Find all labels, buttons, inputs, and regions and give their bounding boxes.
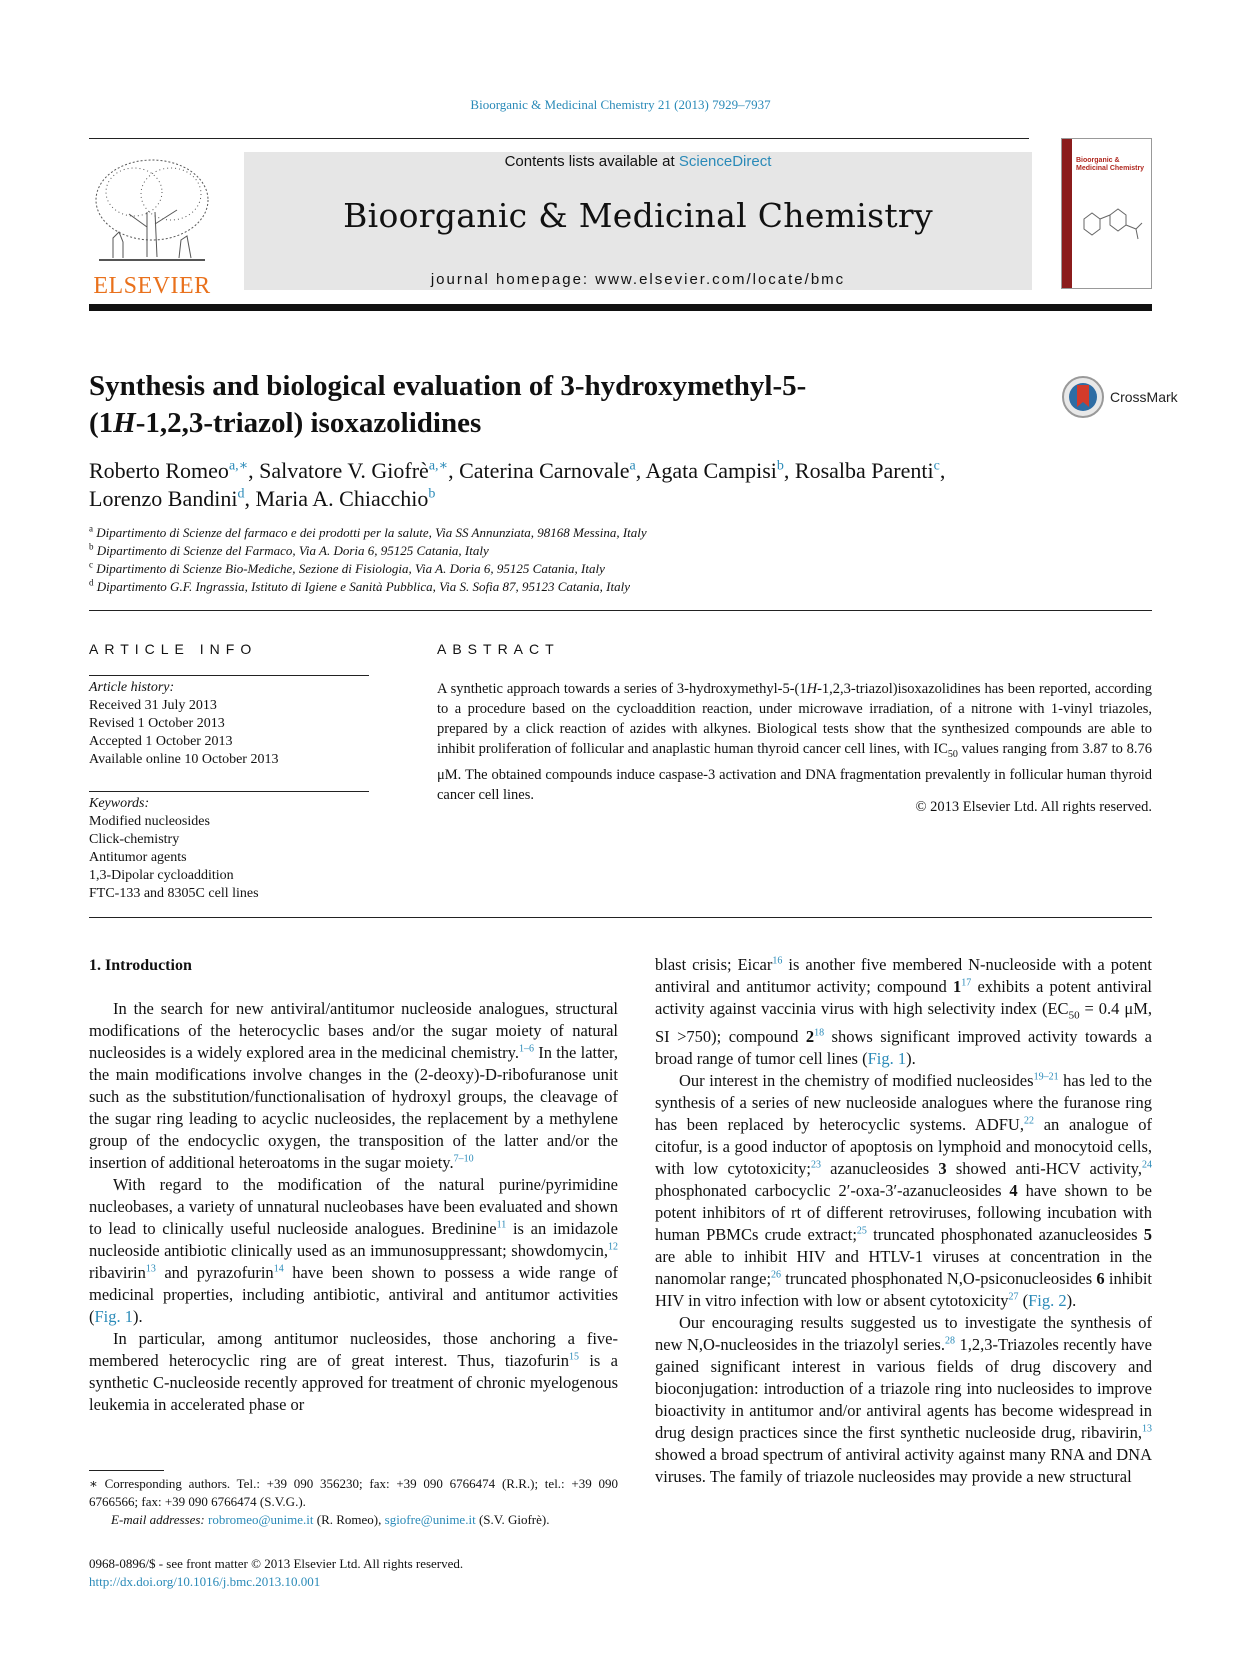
author[interactable]: Lorenzo Bandini$^d$ [89, 486, 245, 511]
reference-link[interactable]: 22 [1023, 1115, 1034, 1127]
history-label: Article history: [89, 680, 175, 695]
affiliation: $^b$ Dipartimento di Scienze del Farmaco, Via A. Doria 6, 95125 Catania, Italy [89, 541, 489, 558]
journal-cover[interactable] [1061, 138, 1152, 289]
section-rule [89, 610, 1152, 611]
cover-molecule-icon [1076, 199, 1148, 243]
paragraph: Our interest in the chemistry of modified nucleosides$^{19-21}$ has led to the synthesis of a series of new nucleoside analogues where the furanose ring has been replaced by heterocyclic systems. ADFU,$^{22}$ an analogue of citofur, is a good inductor of apoptosis on lymphoid and monocytoid cells, with low cytotoxicity;$^{23}$ azanucleosides 3 showed anti-HCV activity,$^{24}$ phosphonated carbocyclic 2′-oxa-3′-azanucleosides 4 have shown to be potent inhibitors of rt of different retroviruses, following incubation with human PBMCs crude extract;$^{25}$ truncated phosphonated azanucleosides 5 are able to inhibit HIV and HTLV-1 viruses at concentration in the nanomolar range;$^{26}$ truncated phosphonated N,O-psiconucleosides 6 inhibit HIV in vitro infection with low or absent cytotoxicity$^{27}$ (Fig. 2). [655, 1071, 1152, 1311]
affiliation-list [89, 524, 989, 596]
sciencedirect-link[interactable]: ScienceDirect [678, 153, 772, 170]
author-list: Roberto Romeo$^{a,∗}$, Salvatore V. Giofrè$^{a,∗}$, Caterina Carnovale$^a$, Agata Campisi$^b$, Rosalba Parenti$^c$, Lorenzo Bandini$^d$, Maria A. Chiacchio$^b$ [89, 458, 946, 511]
abstract-copyright: © 2013 Elsevier Ltd. All rights reserved. [915, 799, 1152, 815]
reference-link[interactable]: 24 [1142, 1159, 1152, 1171]
reference-link[interactable]: 28 [944, 1335, 955, 1347]
reference-link[interactable]: 18 [814, 1027, 825, 1039]
reference-link[interactable]: 15 [568, 1351, 579, 1363]
issn-line: 0968-0896/$ - see front matter © 2013 Elsevier Ltd. All rights reserved. [89, 1556, 464, 1571]
reference-link[interactable]: 19–21 [1033, 1071, 1059, 1083]
keyword: 1,3-Dipolar cycloaddition [89, 868, 234, 883]
keyword: FTC-133 and 8305C cell lines [89, 886, 259, 901]
paragraph: blast crisis; Eicar$^{16}$ is another five membered N-nucleoside with a potent antiviral and antitumor activity; compound $1^{17}$ exhibits a potent antiviral activity against vaccinia virus with high selectivity index ($EC_{50} = 0.4$ μM, SI >750); compound $2^{18}$ shows significant improved activity towards a broad range of tumor cell lines (Fig. 1). [655, 955, 1153, 1069]
author[interactable]: Roberto Romeo$^{a,∗}$ [89, 458, 249, 483]
email-link[interactable]: robromeo@unime.it [208, 1512, 314, 1527]
issn-block [89, 1555, 689, 1591]
author[interactable]: Agata Campisi$^b$ [645, 458, 784, 483]
crossmark-icon[interactable] [1061, 375, 1105, 419]
title-line-1: Synthesis and biological evaluation of 3-hydroxymethyl-5- [89, 370, 807, 402]
reference-link[interactable]: 13 [145, 1263, 156, 1275]
reference-link[interactable]: 11 [496, 1219, 507, 1231]
title-line-2: (1H-1,2,3-triazol) isoxazolidines [89, 407, 482, 439]
header-thick-rule [89, 304, 1152, 311]
body-column-left [89, 998, 618, 1416]
figure-link[interactable]: Fig. 2 [1028, 1291, 1067, 1311]
author[interactable]: Rosalba Parenti$^c$ [794, 458, 940, 483]
history-item: Available online 10 October 2013 [89, 752, 279, 767]
body-column-right [655, 954, 1152, 1488]
reference-link[interactable]: 14 [273, 1263, 284, 1275]
contents-prefix: Contents lists available at [504, 153, 675, 170]
elsevier-wordmark: ELSEVIER [93, 273, 211, 299]
reference-link[interactable]: 16 [772, 955, 783, 967]
figure-link[interactable]: Fig. 1 [94, 1307, 134, 1326]
journal-homepage[interactable]: journal homepage: www.elsevier.com/locate/bmc [430, 271, 846, 288]
keyword: Modified nucleosides [89, 814, 210, 829]
article-history [89, 679, 369, 769]
doi-link[interactable]: http://dx.doi.org/10.1016/j.bmc.2013.10.001 [89, 1574, 321, 1589]
author[interactable]: Salvatore V. Giofrè$^{a,∗}$ [259, 458, 449, 483]
affiliation: $^d$ Dipartimento G.F. Ingrassia, Istituto di Igiene e Sanità Pubblica, Via S. Sofia 87, 95123 Catania, Italy [89, 577, 630, 594]
cover-title: Bioorganic & Medicinal Chemistry [1076, 157, 1145, 172]
reference-link[interactable]: 27 [1008, 1291, 1019, 1303]
header-rule [89, 138, 1029, 139]
affiliation: $^a$ Dipartimento di Scienze del farmaco e dei prodotti per la salute, Via SS Annunziata, 98168 Messina, Italy [89, 523, 647, 540]
crossmark-label[interactable]: CrossMark [1110, 389, 1178, 405]
section-heading: 1. Introduction [89, 957, 192, 974]
cover-band [1062, 139, 1072, 288]
body-rule [89, 917, 1152, 918]
elsevier-logo [89, 152, 215, 299]
history-item: Accepted 1 October 2013 [89, 734, 233, 749]
keyword-list [89, 795, 369, 903]
article-info-heading: ARTICLE INFO [89, 641, 258, 657]
figure-link[interactable]: Fig. 1 [867, 1049, 907, 1069]
affiliation: $^c$ Dipartimento di Scienze Bio-Mediche, Sezione di Fisiologia, Via A. Doria 6, 95125 Catania, Italy [89, 559, 605, 576]
article-info-rule [89, 675, 369, 676]
paragraph: Our encouraging results suggested us to investigate the synthesis of new N,O-nucleosides in the triazolyl series.$^{28}$ 1,2,3-Triazoles recently have gained significant interest in various fields of drug discovery and bioconjugation: introduction of a triazole ring into nucleosides to improve bioactivity in antitumor and/or antiviral agents has become widespread in drug design practices since the first synthetic nucleoside drug, ribavirin,$^{13}$ showed a broad spectrum of antiviral activity against many RNA and DNA viruses. The family of triazole nucleosides may provide a new structural [655, 1313, 1152, 1487]
author[interactable]: Caterina Carnovale$^a$ [459, 458, 636, 483]
reference-link[interactable]: 12 [608, 1241, 618, 1253]
history-item: Revised 1 October 2013 [89, 716, 225, 731]
tree-logo-icon [89, 152, 215, 270]
keywords-label: Keywords: [89, 796, 150, 811]
keyword: Antitumor agents [89, 850, 187, 865]
journal-title: Bioorganic & Medicinal Chemistry [343, 196, 933, 235]
reference-link[interactable]: 23 [810, 1159, 821, 1171]
reference-link[interactable]: 26 [771, 1269, 782, 1281]
abstract-heading: ABSTRACT [437, 641, 560, 657]
footnote-rule [89, 1470, 164, 1471]
corresponding-footnote [89, 1475, 618, 1529]
reference-link[interactable]: 7–10 [453, 1153, 474, 1165]
paragraph: In the search for new antiviral/antitumor nucleoside analogues, structural modifications of the heterocyclic bases and/or the sugar moiety of natural nucleosides is a widely explored area in the medicinal chemistry.$^{1-6}$ In the latter, the main modifications involve changes in the (2-deoxy)-D-ribofuranose unit such as the substitution/functionalisation of hydroxyl groups, the cleavage of the sugar ring leading to acyclic nucleosides, the replacement by a methylene group of the endocyclic oxygen, the transposition of the latter and/or the insertion of additional heteroatoms in the sugar moiety.$^{7-10}$ [89, 999, 619, 1172]
author[interactable]: Maria A. Chiacchio$^b$ [255, 486, 436, 511]
keyword: Click-chemistry [89, 832, 180, 847]
email-link[interactable]: sgiofre@unime.it [384, 1512, 476, 1527]
reference-link[interactable]: 25 [856, 1225, 867, 1237]
paragraph: With regard to the modification of the natural purine/pyrimidine nucleobases, a variety of unnatural nucleobases have been evaluated and shown to lead to clinically useful nucleoside analogues. Bredinine$^{11}$ is an imidazole nucleoside antibiotic clinically used as an immunosuppressant; showdomycin,$^{12}$ ribavirin$^{13}$ and pyrazofurin$^{14}$ have been shown to possess a wide range of medicinal properties, including antibiotic, antiviral and antitumor activities (Fig. 1). [89, 1175, 619, 1326]
abstract-text: A synthetic approach towards a series of 3-hydroxymethyl-5-(1H-1,2,3-triazol)isoxazolidines has been reported, according to a procedure based on the cycloaddition reaction, under microwave irradiation, of a nitrone with 1-vinyl triazoles, prepared by a click reaction of azides with alkynes. Biological tests show that the synthesized compounds are able to inhibit proliferation of follicular and anaplastic human thyroid cancer cell lines, with $IC_{50}$ values ranging from 3.87 to 8.76 μM. The obtained compounds induce caspase-3 activation and DNA fragmentation prevalently in follicular human thyroid cancer cell lines. [437, 681, 1152, 803]
contents-line [244, 153, 1032, 170]
corresponding-note: ∗ Corresponding authors. Tel.: +39 090 356230; fax: +39 090 6766474 (R.R.); tel.: +39 090 6766566; fax: +39 090 6766474 (S.V.G.). [89, 1476, 618, 1509]
journal-citation[interactable]: Bioorganic & Medicinal Chemistry 21 (2013) 7929–7937 [470, 97, 771, 112]
keywords-rule [89, 791, 369, 792]
reference-link[interactable]: 13 [1142, 1423, 1152, 1435]
article-title [89, 368, 989, 442]
reference-link[interactable]: 1–6 [518, 1043, 534, 1055]
paragraph: In particular, among antitumor nucleosides, those anchoring a five-membered heterocyclic ring are of great interest. Thus, tiazofurin$^{15}$ is a synthetic C-nucleoside recently approved for treatment of chronic myelogenous leukemia in accelerated phase or [89, 1329, 618, 1414]
email-line: E-mail addresses: robromeo@unime.it (R. Romeo), sgiofre@unime.it (S.V. Giofrè). [111, 1512, 550, 1527]
history-item: Received 31 July 2013 [89, 698, 217, 713]
reference-link[interactable]: 17 [961, 977, 972, 989]
